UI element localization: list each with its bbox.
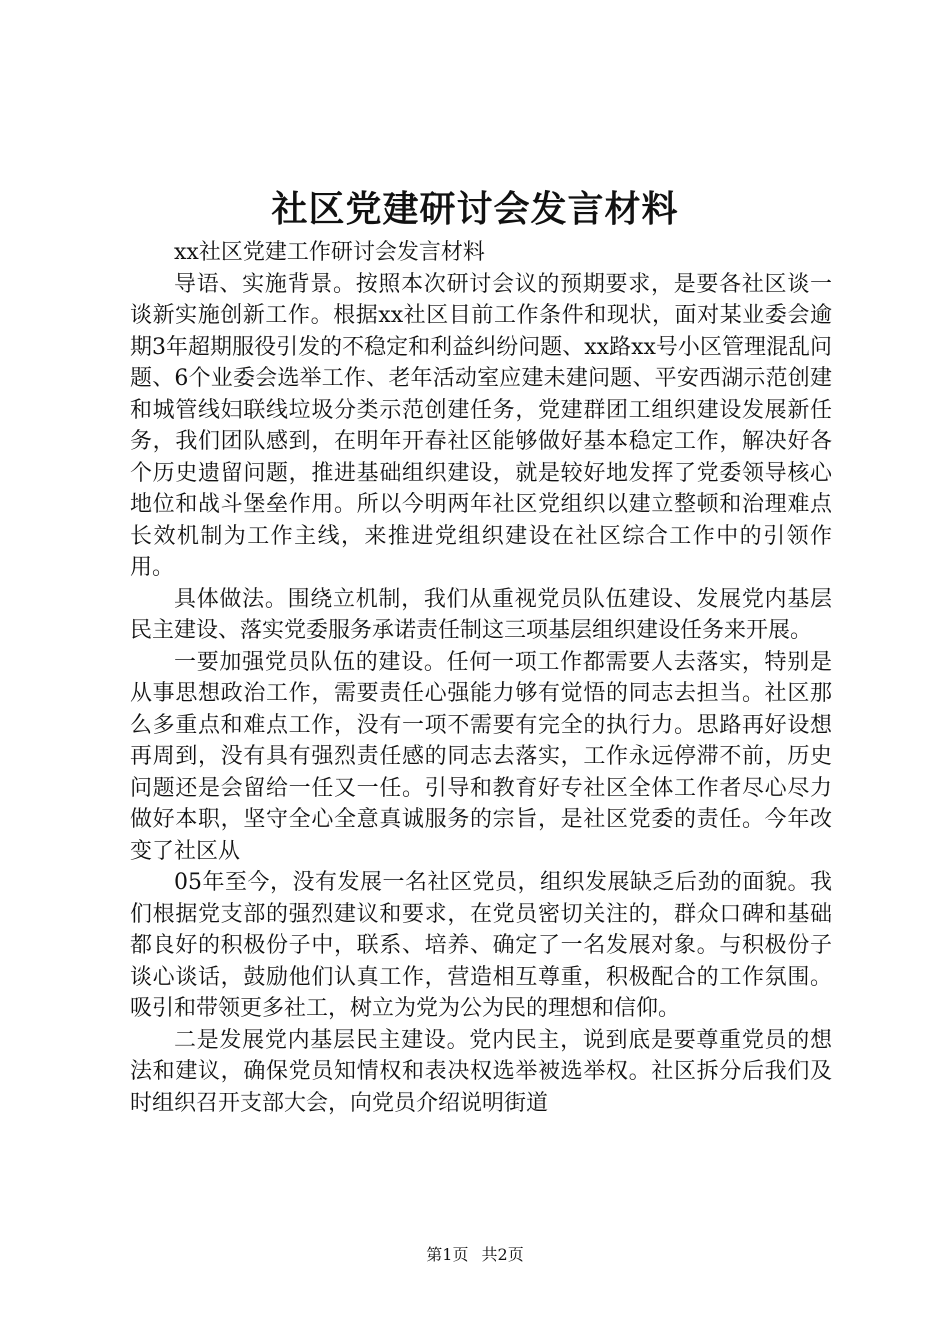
page-title: 社区党建研讨会发言材料 (271, 188, 679, 230)
paragraph-democracy: 二是发展党内基层民主建设。党内民主，说到底是要尊重党员的想法和建议，确保党员知情权和表决权选举被选举权。社区拆分后我们及时组织召开支部大会，向党员介绍说明街道 (130, 1027, 832, 1116)
paragraph-development: 05年至今，没有发展一名社区党员，组织发展缺乏后劲的面貌。我们根据党支部的强烈建议和要求，在党员密切关注的，群众口碑和基础都良好的积极份子中，联系、培养、确定了一名发展对象。与积极份子谈心谈话，鼓励他们认真工作，营造相互尊重，积极配合的工作氛围。吸引和带领更多社工，树立为党为公为民的理想和信仰。 (130, 870, 832, 1021)
document-body (130, 237, 832, 1119)
paragraph-party-members: 一要加强党员队伍的建设。任何一项工作都需要人去落实，特别是从事思想政治工作，需要责任心强能力够有觉悟的同志去担当。社区那么多重点和难点工作，没有一项不需要有完全的执行力。思路再好设想再周到，没有具有强烈责任感的同志去落实，工作永远停滞不前，历史问题还是会留给一任又一任。引导和教育好专社区全体工作者尽心尽力做好本职，坚守全心全意真诚服务的宗旨，是社区党委的责任。今年改变了社区从 (130, 649, 832, 864)
paragraph-background: 导语、实施背景。按照本次研讨会议的预期要求，是要各社区谈一谈新实施创新工作。根据xx社区目前工作条件和现状，面对某业委会逾期3年超期服役引发的不稳定和利益纠纷问题、xx路xx号小区管理混乱问题、6个业委会选举工作、老年活动室应建未建问题、平安西湖示范创建和城管线妇联线垃圾分类示范创建任务，党建群团工组织建设发展新任务，我们团队感到，在明年开春社区能够做好基本稳定工作，解决好各个历史遗留问题，推进基础组织建设，就是较好地发挥了党委领导核心地位和战斗堡垒作用。所以今明两年社区党组织以建立整顿和治理难点长效机制为工作主线，来推进党组织建设在社区综合工作中的引领作用。 (130, 271, 832, 580)
page-number-total: 共2页 (481, 1245, 524, 1264)
paragraph-methods: 具体做法。围绕立机制，我们从重视党员队伍建设、发展党内基层民主建设、落实党委服务承诺责任制这三项基层组织建设任务来开展。 (130, 586, 832, 643)
page-number-current: 第1页 (426, 1245, 469, 1264)
page-footer (0, 1244, 950, 1266)
subtitle-paragraph: xx社区党建工作研讨会发言材料 (174, 240, 485, 265)
